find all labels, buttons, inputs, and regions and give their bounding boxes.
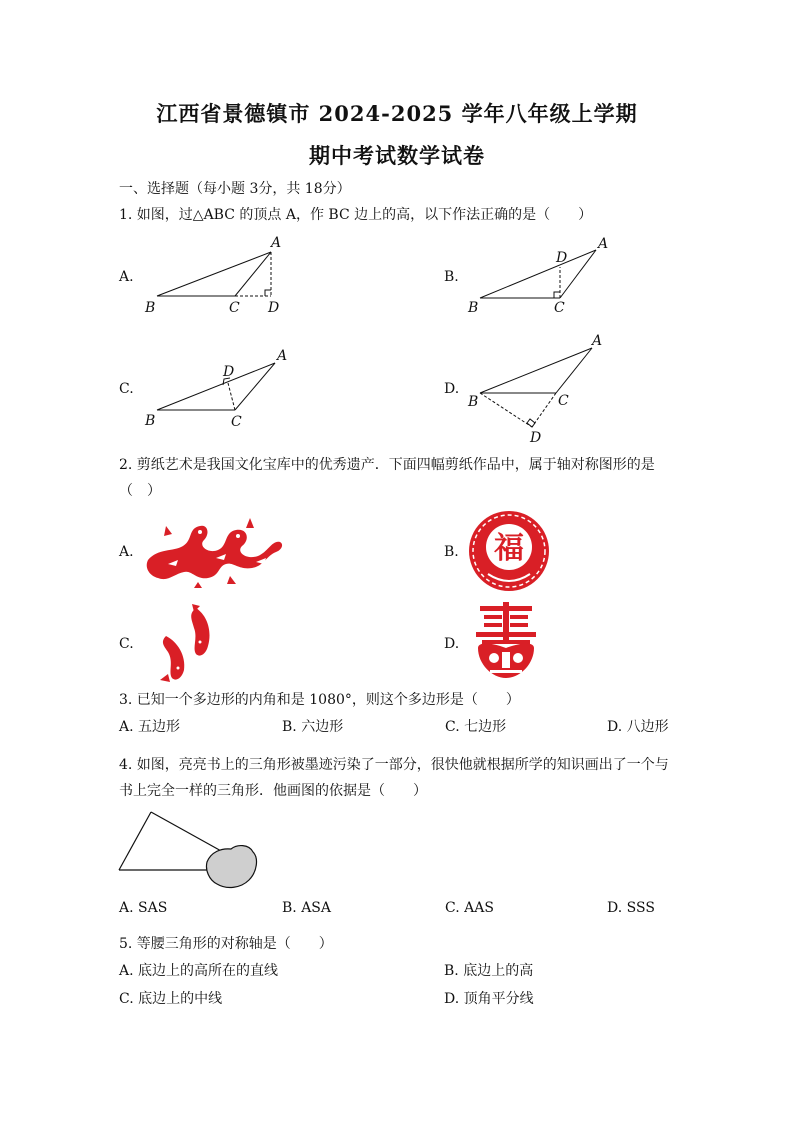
q5-option-b: B. 底边上的高 xyxy=(444,963,534,979)
q1-stem: 1. 如图，过△ABC 的顶点 A，作 BC 边上的高，以下作法正确的是（ ） xyxy=(119,207,593,223)
q2-option-d-label: D. xyxy=(444,636,460,652)
q2-stem-line2: （ ） xyxy=(119,483,161,499)
q1a-point-d: D xyxy=(268,300,280,316)
q1-option-c-label: C. xyxy=(119,381,134,397)
q1-figure-c xyxy=(135,343,305,433)
q1d-point-a: A xyxy=(592,333,603,349)
q3-option-a: A. 五边形 xyxy=(119,719,181,735)
q4-stained-triangle-figure xyxy=(115,806,265,894)
double-happiness-papercut-image xyxy=(470,602,542,680)
q1b-point-d: D xyxy=(556,250,568,266)
q1d-point-b: B xyxy=(468,394,479,410)
q1-option-a-label: A. xyxy=(119,269,134,285)
fu-character: 福 xyxy=(494,531,524,566)
q1a-point-a: A xyxy=(271,235,282,251)
q1-option-b-label: B. xyxy=(444,269,459,285)
q1c-point-c: C xyxy=(231,414,242,430)
section-heading: 一、选择题（每小题 3分，共 18分） xyxy=(119,181,351,197)
title-line-1: 江西省景德镇市 2024-2025 学年八年级上学期 xyxy=(156,101,638,126)
q3-option-d: D. 八边形 xyxy=(607,719,669,735)
q4-option-a: A. SAS xyxy=(119,900,168,916)
q1b-point-b: B xyxy=(468,300,479,316)
q2-option-a-label: A. xyxy=(119,544,134,560)
q5-stem: 5. 等腰三角形的对称轴是（ ） xyxy=(119,936,333,952)
q1-option-d-label: D. xyxy=(444,381,460,397)
q4-stem-line1: 4. 如图，亮亮书上的三角形被墨迹污染了一部分，很快他就根据所学的知识画出了一个与 xyxy=(119,757,669,773)
q2-option-b-label: B. xyxy=(444,544,459,560)
q2-option-c-label: C. xyxy=(119,636,134,652)
q5-option-c: C. 底边上的中线 xyxy=(119,991,223,1007)
q4-option-d: D. SSS xyxy=(607,900,655,916)
q1d-point-c: C xyxy=(558,393,569,409)
q3-option-b: B. 六边形 xyxy=(282,719,344,735)
dragon-papercut-image xyxy=(138,510,288,590)
q1c-point-d: D xyxy=(223,364,235,380)
q3-stem: 3. 已知一个多边形的内角和是 1080°，则这个多边形是（ ） xyxy=(119,692,520,708)
q1c-point-b: B xyxy=(145,413,156,429)
q5-option-a: A. 底边上的高所在的直线 xyxy=(119,963,279,979)
q4-stem-line2: 书上完全一样的三角形．他画图的依据是（ ） xyxy=(119,783,427,799)
q1-figure-d xyxy=(460,330,630,448)
q1b-point-a: A xyxy=(598,236,609,252)
q2-stem-line1: 2. 剪纸艺术是我国文化宝库中的优秀遗产．下面四幅剪纸作品中，属于轴对称图形的是 xyxy=(119,457,655,473)
fu-papercut-image xyxy=(466,510,552,592)
q1a-point-b: B xyxy=(145,300,156,316)
q1c-point-a: A xyxy=(277,348,288,364)
q1b-point-c: C xyxy=(554,300,565,316)
q1d-point-d: D xyxy=(530,430,542,446)
q4-option-c: C. AAS xyxy=(445,900,494,916)
q3-option-c: C. 七边形 xyxy=(445,719,507,735)
q1a-point-c: C xyxy=(229,300,240,316)
q1-figure-a xyxy=(135,232,305,318)
q4-option-b: B. ASA xyxy=(282,900,331,916)
q1-figure-b xyxy=(460,232,630,318)
q5-option-d: D. 顶角平分线 xyxy=(444,991,534,1007)
koi-papercut-image xyxy=(156,602,218,682)
title-line-2: 期中考试数学试卷 xyxy=(309,143,485,168)
